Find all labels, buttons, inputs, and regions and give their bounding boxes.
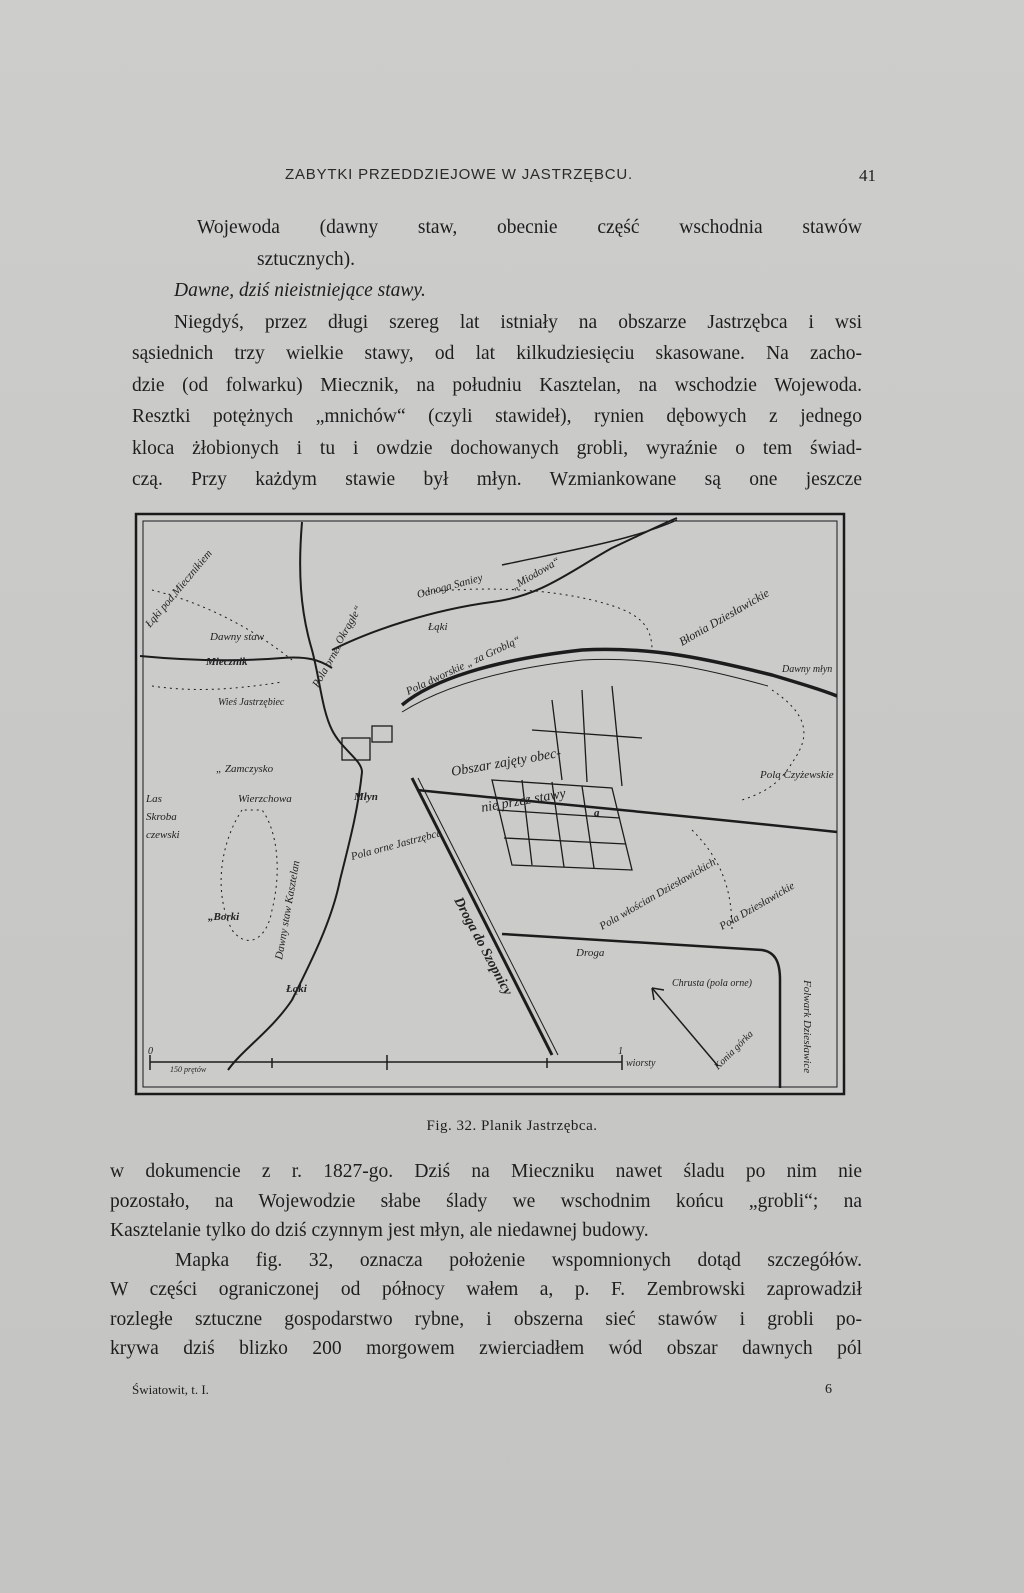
signature-left: Światowit, t. I. xyxy=(132,1382,209,1397)
map-label: Dawny staw Kasztelan xyxy=(273,859,303,961)
text-line: Niegdyś, przez długi szereg lat istniały na obszarze Jastrzębca i wsi xyxy=(174,311,862,333)
map-label: Pola orne Jastrzębca xyxy=(349,827,444,863)
map-label: Wieś Jastrzębiec xyxy=(218,697,285,708)
map-label: Las xyxy=(146,793,162,805)
map-label: Pola włościan Dziesławickich xyxy=(597,856,718,933)
text-line: w dokumencie z r. 1827-go. Dziś na Mieczniku nawet śladu po nim nie xyxy=(110,1161,862,1182)
map-label: Łąki xyxy=(428,621,448,633)
text-line: krywa dziś blizko 200 morgowem zwierciadłem wód obszar dawnych pól xyxy=(110,1338,862,1359)
page-number: 41 xyxy=(859,166,876,185)
scale-label: 1 xyxy=(618,1046,623,1057)
map-label: Wierzchowa xyxy=(238,793,292,805)
text-line: Mapka fig. 32, oznacza położenie wspomnionych dotąd szczegółów. xyxy=(175,1249,862,1271)
map-label: Konia górka xyxy=(712,1028,756,1073)
text-block-bottom xyxy=(110,1157,862,1364)
text-line: kloca żłobionych i tu i owdzie dochowanych grobli, wyraźnie o tem świad- xyxy=(132,437,862,459)
map-label: Obszar zajęty obec- xyxy=(450,745,563,780)
map-figure xyxy=(132,510,848,1100)
subheading: Dawne, dziś nieistniejące stawy. xyxy=(174,280,426,301)
text-line: rozległe sztuczne gospodarstwo rybne, i obszerna sieć stawów i grobli po- xyxy=(110,1308,862,1330)
map-label: Skroba xyxy=(146,811,177,823)
map-label: „ Zamczysko xyxy=(216,763,274,775)
map-svg xyxy=(132,510,848,1100)
map-label: Droga do Szopnicy xyxy=(450,894,515,999)
map-label: Miecznik xyxy=(206,656,248,668)
map-label: Łąki xyxy=(286,983,307,995)
map-label: nie przez stawy xyxy=(480,786,567,816)
text-line: czą. Przy każdym stawie był młyn. Wzmiankowane są one jeszcze xyxy=(132,469,862,490)
text-line: sąsiednich trzy wielkie stawy, od lat kilkudziesięciu skasowane. Na zacho- xyxy=(132,343,862,364)
map-label: „Borki xyxy=(208,911,240,923)
text-line: Resztki potężnych „mnichów“ (czyli stawideł), rynien dębowych z jednego xyxy=(132,406,862,427)
map-label: Łąki pod Miecznikiem xyxy=(143,547,215,630)
map-label: Błonia Dziesławickie xyxy=(676,585,772,649)
map-label: Pola dworskie „ za Groblą“ xyxy=(404,634,523,698)
scale-label: 150 prętów xyxy=(170,1065,207,1074)
map-label: Folwark Dziesławice xyxy=(801,980,813,1074)
scale-label: 0 xyxy=(148,1046,153,1057)
text-line: Kasztelanie tylko do dziś czynnym jest młyn, ale niedawnej budowy. xyxy=(110,1220,649,1241)
map-label: Pola Czyżewskie xyxy=(760,769,834,781)
page-header xyxy=(110,166,880,192)
map-label: Chrusta (pola orne) xyxy=(672,978,752,989)
running-title: ZABYTKI PRZEDDZIEJOWE W JASTRZĘBCU. xyxy=(285,166,634,183)
map-label: Dawny staw xyxy=(210,631,265,643)
text-line: sztucznych). xyxy=(257,248,355,270)
text-line: Wojewoda (dawny staw, obecnie część wschodnia stawów xyxy=(197,217,862,238)
map-label: Pola Dziesławickie xyxy=(717,879,797,933)
map-label: Młyn xyxy=(354,791,378,803)
map-label: Odnoga Saniey xyxy=(415,571,484,601)
map-label: Dawny młyn xyxy=(782,664,833,675)
page-footer xyxy=(132,1382,832,1402)
map-label: Pola orne xyxy=(310,645,343,690)
text-block-top xyxy=(132,212,862,496)
text-line: dzie (od folwarku) Miecznik, na południu Kasztelan, na wschodzie Wojewoda. xyxy=(132,374,862,396)
map-label: „Okrągłe“ xyxy=(330,603,365,652)
scale-label: wiorsty xyxy=(626,1058,656,1069)
map-label: „Miodowa“ xyxy=(509,555,563,593)
map-label: czewski xyxy=(146,829,180,841)
map-label: a xyxy=(594,807,600,819)
text-line: W części ograniczonej od północy wałem a, p. F. Zembrowski zaprowadził xyxy=(110,1279,862,1300)
signature-right: 6 xyxy=(825,1382,832,1397)
map-label: Droga xyxy=(576,947,605,959)
figure-caption: Fig. 32. Planik Jastrzębca. xyxy=(426,1118,598,1134)
text-line: pozostało, na Wojewodzie słabe ślady we wschodnim końcu „grobli“; na xyxy=(110,1190,862,1212)
